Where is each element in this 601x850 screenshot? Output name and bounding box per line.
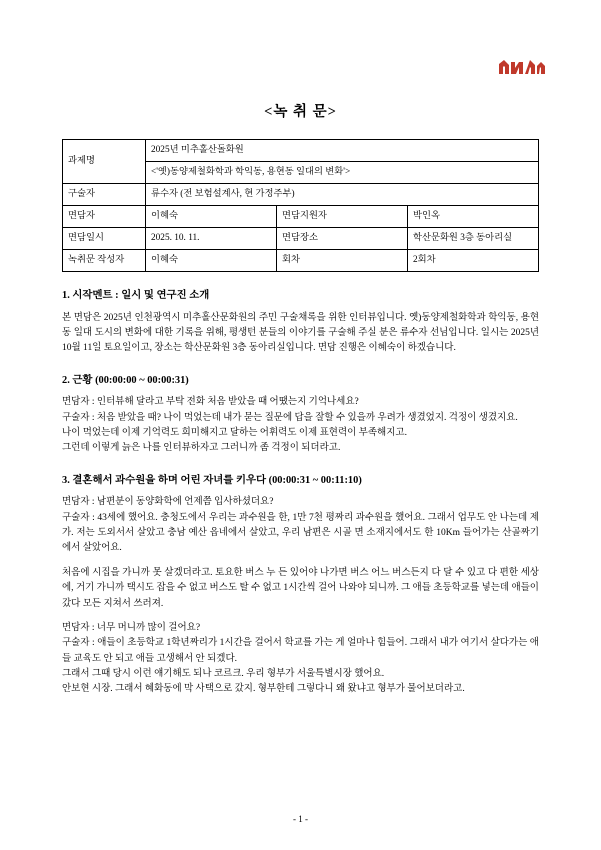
paragraph: 구술자 : 애들이 초등학교 1학년짜리가 1시간을 걸어서 학교를 가는 게 얼마나 힘들어. 그래서 내가 여기서 살다가는 애들 교육도 안 되고 애들 고생해서 안 되겠다. [62, 638, 539, 664]
paragraph: 면담자 : 남편분이 동양화학에 언제쯤 입사하셨더요? [62, 497, 274, 508]
row-label-session: 회차 [277, 250, 408, 272]
paragraph: 안보현 시장. 그래서 혜화동에 막 사택으로 갔지. 형부한테 그렇다니 왜 왔냐고 형부가 물어보더라고. [62, 684, 465, 695]
row-label-project: 과제명 [63, 140, 146, 184]
row-label-assistant: 면담지원자 [277, 206, 408, 228]
paragraph: 본 면담은 2025년 인천광역시 미추홀산문화원의 주민 구술채록을 위한 인터뷰입니다. 옛)동양제철화학과 학익동, 용현동 일대 도시의 변화에 대한 기록을 위해, 평생턴 분들의 이야기를 구술해 주실 분은 류수자 선님입니다. 일시는 2025년 10월 11일 토요일이고, 장소는 학산문화원 3층 동아리실입니다. 면담 진행은 이혜숙이 하겠습니다. [62, 312, 539, 354]
section-heading: 1. 시작멘트 : 일시 및 연구진 소개 [62, 290, 210, 301]
session-value: 2회차 [408, 250, 539, 272]
row-label-author: 녹취문 작성자 [63, 250, 146, 272]
section-recent [62, 374, 539, 457]
narrator-value: 류수자 (전 보험설계사, 현 가정주부) [146, 184, 539, 206]
table-row [63, 250, 539, 272]
project-name-line1: 2025년 미추홀산돌화원 [146, 140, 539, 162]
paragraph: 구술자 : 43세에 했어요. 충청도에서 우리는 과수원을 한, 1만 7천 평짜리 과수원을 했어요. 그래서 업무도 안 나는데 제가. 저는 도외서서 살았고 충남 예산 읍네에서 살았고, 우리 남편은 시골 면 소재지에서도 한 10Km 들어가는 산골짜기에서 살았어요. [62, 512, 539, 554]
table-row [63, 206, 539, 228]
date-value: 2025. 10. 11. [146, 228, 277, 250]
publisher-logo [499, 58, 545, 76]
page-title: <녹 취 문> [264, 104, 337, 120]
row-label-narrator: 구술자 [63, 184, 146, 206]
table-row [63, 184, 539, 206]
place-value: 학산문화원 3층 동아리실 [408, 228, 539, 250]
section-intro [62, 289, 539, 357]
table-row [63, 228, 539, 250]
metadata-table [62, 139, 539, 272]
paragraph: 그런데 이렇게 늙은 나를 인터뷰하자고 그러니까 좀 걱정이 되더라고. [62, 443, 341, 454]
section-heading: 3. 결혼해서 과수원을 하며 어린 자녀를 키우다 (00:00:31 ~ 00:11:10) [62, 474, 362, 486]
paragraph: 면담자 : 인터뷰해 달라고 부탁 전화 처음 받았을 때 어땠는지 기억나세요? [62, 397, 359, 408]
interviewer-value: 이혜숙 [146, 206, 277, 228]
paragraph: 그래서 그때 당시 이런 얘기해도 되나 코르크. 우리 형부가 서울특별시장 했어요. [62, 669, 385, 680]
table-row [63, 140, 539, 162]
row-label-date: 면담일시 [63, 228, 146, 250]
row-label-interviewer: 면담자 [63, 206, 146, 228]
paragraph: 구술자 : 처음 받았을 때? 나이 먹었는데 내가 묻는 질문에 답을 잘할 수 있을까 우려가 생겼었지. 걱정이 생겼지요. [62, 412, 518, 423]
paragraph: 면담자 : 너무 머니까 많이 걸어요? [62, 622, 201, 633]
page-footer: - 1 - [293, 814, 308, 824]
paragraph: 나이 먹었는데 이제 기억력도 희미해지고 달하는 어휘력도 이제 표현력이 부족해지고. [62, 428, 407, 438]
row-label-place: 면담장소 [277, 228, 408, 250]
project-name-line2: <'옛)동양제철화학과 학익동, 용현동 일대의 변화'> [146, 162, 539, 184]
assistant-value: 박인옥 [408, 206, 539, 228]
author-value: 이혜숙 [146, 250, 277, 272]
section-marriage-orchard [62, 474, 539, 698]
paragraph: 처음에 시집을 가니까 못 살겠더라고. 토요한 버스 누 든 있어야 나가면 버스 어느 버스든지 다 달 수 있고 다 편한 세상에, 거기 가니까 택시도 잡을 수 없고 버스도 탈 수 없고 1시간씩 걸어 나와야 되니까. 그 애들 초등학교를 넣는데 애들이 갔다 모든 지쳐서 쓰러져. [62, 567, 539, 609]
section-heading: 2. 근황 (00:00:00 ~ 00:00:31) [62, 374, 189, 386]
